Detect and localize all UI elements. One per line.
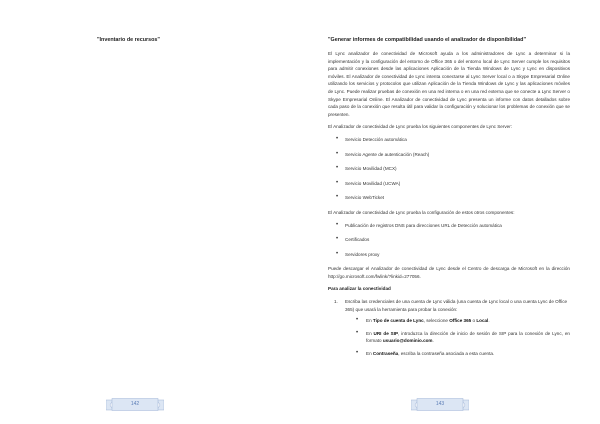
config-list (328, 222, 570, 259)
list-item: • Servicio Detección automática (336, 135, 407, 142)
step-text: Escriba las credenciales de una cuenta de Lync válida (una cuenta de Lync local o una cuenta Lync de Office 365) que usará la herramienta para probar la conexión: (345, 299, 568, 312)
bullet-icon: • (336, 150, 339, 157)
right-page (300, 0, 600, 424)
list-item: • En Tipo de cuenta de Lync, seleccione Office 365 o Local. (356, 317, 490, 324)
list-item: • En Contraseña, escriba la contraseña asociada a esta cuenta. (356, 350, 495, 357)
page-number: 143 (435, 401, 445, 407)
list-item: • Servicio Movilidad (UCWA) (336, 179, 401, 186)
page-number-badge (411, 398, 469, 412)
bullet-icon: • (336, 194, 339, 201)
intro-paragraph: El Lync analizador de conectividad de Microsoft ayuda a los administradores de Lync a determinar si la implementación y la configuración del entorno de Office 365 o del entorno local de Lync Server cumple los requisitos para admitir conexiones desde las aplicaciones Aplicación de la Tienda Windows de Lync y Lync en dispositivos móviles. El Analizador de conectividad de Lync intenta conectarse al Lync Server local o a Skype Empresarial Online utilizando los servicios y protocolos que utilizan Aplicación de la Tienda Windows de Lync y las aplicaciones móviles de Lync. Puede realizar pruebas de conexión en una red interna o en una red externa que se conecte a Lync Server o Skype Empresarial Online. El Analizador de conectividad de Lync presenta un informe con datos detallados sobre cada paso de la conexión que resulta útil para validar la configuración y solucionar los problemas de conexión que se presenten. (328, 51, 570, 117)
bullet-icon: • (336, 179, 339, 186)
step-item (328, 298, 570, 358)
left-heading: "Inventario de recursos" (97, 37, 160, 43)
list-item: • Servicio Agente de autenticación (Reach) (336, 150, 430, 157)
bullet-icon: • (336, 135, 339, 142)
bullet-icon: • (336, 165, 339, 172)
steps-list (328, 298, 570, 358)
right-heading: "Generar informes de compatibilidad usando el analizador de disponibilidad" (328, 37, 527, 43)
bullet-icon: • (356, 317, 359, 324)
components-list (328, 136, 570, 202)
bullet-icon: • (336, 221, 339, 228)
page-number: 142 (130, 401, 140, 407)
page-number-badge (106, 398, 164, 412)
bullet-icon: • (356, 350, 359, 357)
content-column (328, 50, 570, 363)
list-item: • Publicación de registros DNS para direcciones URL de Detección automática (336, 221, 502, 228)
step-number: 1. (334, 299, 338, 305)
list-item: • Servidores proxy (336, 250, 380, 257)
step-sublist (345, 317, 570, 357)
download-paragraph: Puede descargar el Analizador de conectividad de Lync desde el Centro de descarga de Microsoft en la dirección http://go.microsoft.com/fwlink/?linkid=277056. (328, 266, 570, 279)
bullet-icon: • (356, 329, 359, 336)
list-item: • Servicio WebTicket (336, 194, 385, 201)
bullet-icon: • (336, 250, 339, 257)
list-item: • Servicio Movilidad (MCX) (336, 165, 397, 172)
components-intro: El Analizador de conectividad de Lync prueba los siguientes componentes de Lync Server: (328, 124, 513, 130)
list-item: • Certificados (336, 236, 370, 243)
config-intro: El Analizador de conectividad de Lync prueba la configuración de estos otros componentes: (328, 209, 515, 215)
procedure-heading: Para analizar la conectividad (328, 286, 391, 292)
bullet-icon: • (336, 236, 339, 243)
list-item: • En URI de SIP, introduzca la dirección de inicio de sesión de SIP para la conexión de Lync, en formato usuario@dominio.com. (356, 329, 570, 344)
